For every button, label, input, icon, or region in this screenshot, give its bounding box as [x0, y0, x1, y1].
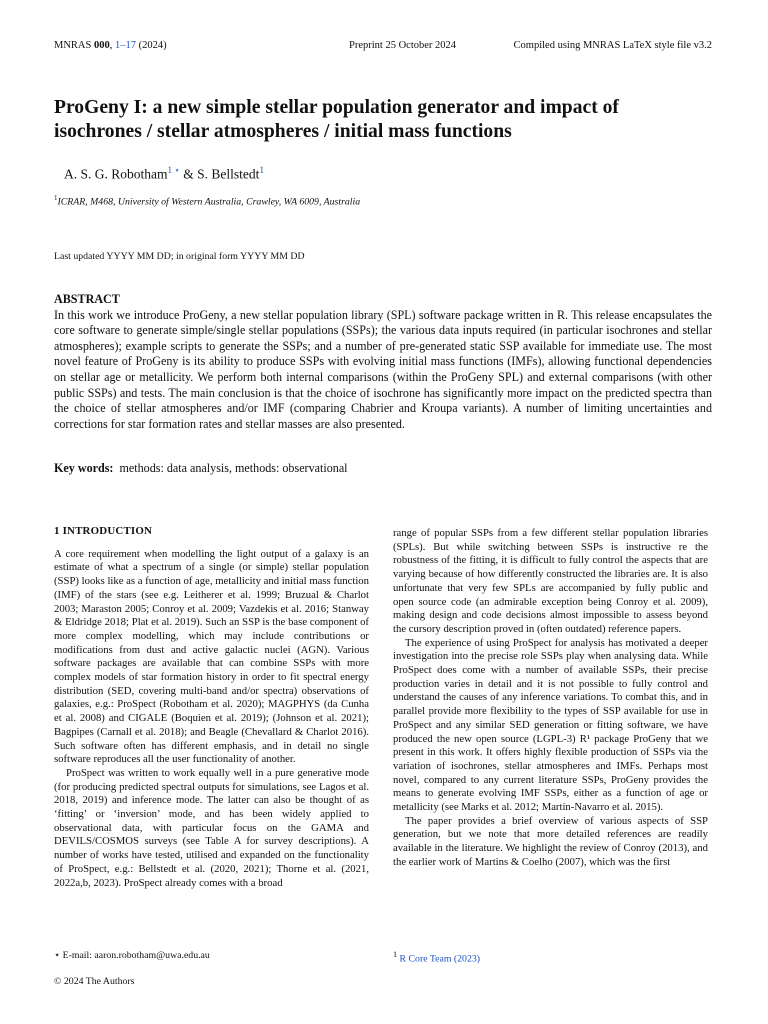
- page-range-link[interactable]: 1–17: [114, 40, 136, 51]
- running-header-style: Compiled using MNRAS LaTeX style file v3.2: [513, 40, 712, 51]
- keywords-label: Key words:: [54, 461, 114, 475]
- keywords-text: methods: data analysis, methods: observational: [119, 461, 348, 475]
- paragraph: range of popular SSPs from a few different stellar population libraries (SPLs). But while switching between SSPs is instructive re the robustness of the fitting, it is difficult to fully control the aspects that are varying because of how differently constructed the libraries are. It is also unfortunate that very few SPLs are accompanied by fully public and open source code (an admirable exception being Conroy et al. 2009), making design and code decisions almost impossible to assess beyond the cursory description proved in (often outdated) reference papers.: [393, 527, 708, 635]
- copyright: © 2024 The Authors: [54, 976, 135, 987]
- paragraph: The experience of using ProSpect for analysis has motivated a deeper investigation into the precise role SSPs play when analysing data. While ProSpect does come with a number of available SSPs, their precise production varies in detail and it is not possible to fully control and understand the causes of any inference variations. To combat this, and in parallel provide more flexibility to the types of SSP available for use in ProSpect and any similar SED generation or fitting software, we have produced the new open source (LGPL-3) R¹ package ProGeny that we present in this work. It offers highly flexible production of SSPs via the variation of isochrones, stellar atmospheres and IMFs. Perhaps most novel, compared to any current literature SSPs, ProGeny provides the means to generate evolving IMF SSPs, either as a function of age or metallicity (see Marks et al. 2012; Martín-Navarro et al. 2015).: [393, 636, 708, 814]
- paragraph: A core requirement when modelling the light output of a galaxy is an estimate of what a spectrum of a single (or simple) stellar population (SSP) looks like as a function of age, metallicity and initial mass function (IMF) of the stars (see e.g. Leitherer et al. 1999; Bruzual & Charlot 2003; Maraston 2005; Conroy et al. 2009; Vazdekis et al. 2016; Stanway & Eldridge 2018; Plat et al. 2019). Such an SSP is the base component of more complex modelling, which may include contributions or modifications from dust and active galactic nuclei (AGN). Various software packages are available that can combine SSPs with more complex models of star formation history in order to fit spectral energy distribution (SED, covering multi-band and/or spectra) observations of galaxies, e.g.: ProSpect (Robotham et al. 2020); MAGPHYS (da Cunha et al. 2008) and CIGALE (Boquien et al. 2019); (Johnson et al. 2021); Bagpipes (Carnall et al. 2018); and Beagle (Chevallard & Charlot 2016). Such software often has different emphasis, and in detail no single software reproduces all the user functionality of another.: [54, 547, 369, 766]
- email-footnote-link[interactable]: ⋆: [174, 165, 180, 175]
- author-list: A. S. G. Robotham$^{1 ⋆}$ & S. Bellstedt$^1$: [64, 165, 264, 182]
- author-name: A. S. G. Robotham: [64, 166, 168, 182]
- footnote-citation-link[interactable]: R Core Team (2023): [399, 953, 481, 965]
- affiliation: $^1$ICRAR, M468, University of Western Australia, Crawley, WA 6009, Australia: [54, 194, 361, 208]
- right-column: [393, 527, 708, 870]
- paper-title: ProGeny I: a new simple stellar population generator and impact of isochrones / stellar atmospheres / initial mass functions: [54, 97, 619, 142]
- affiliation-ref-link[interactable]: 1: [167, 165, 173, 175]
- footnote-email: ⋆ E-mail: aaron.robotham@uwa.edu.au: [54, 950, 210, 961]
- abstract: [54, 292, 712, 432]
- abstract-heading: ABSTRACT: [54, 292, 120, 306]
- footnote-r: $^1$ R Core Team (2023): [393, 950, 481, 965]
- affiliation-ref-link[interactable]: 1: [259, 165, 264, 175]
- left-column: [54, 525, 369, 890]
- paragraph: ProSpect was written to work equally well in a pure generative mode (for producing predicted spectral outputs for simulations, see Lagos et al. 2018, 2019) and inference mode. The latter can also be thought of as ‘fitting’ or ‘inversion’ mode, and has been widely applied to observational data, with particular focus on the GAMA and DEVILS/COSMOS surveys (see Table A for survey descriptions). A number of works have tested, utilised and expanded on the functionality of ProSpect, e.g.: Bellstedt et al. (2020, 2021); Thorne et al. (2021, 2022a,b, 2023). ProSpect already comes with a broad: [54, 766, 369, 889]
- update-note: Last updated YYYY MM DD; in original form YYYY MM DD: [54, 251, 305, 262]
- running-header-journal: MNRAS 000, 1–17 (2024): [54, 40, 167, 51]
- keywords: [54, 461, 348, 476]
- author-name: S. Bellstedt: [197, 166, 260, 182]
- section-heading: 1 INTRODUCTION: [54, 525, 153, 537]
- abstract-text: In this work we introduce ProGeny, a new stellar population library (SPL) software package written in R. This release encapsulates the core software to generate simple/single stellar populations (SSPs); the various data inputs required (in particular isochrones and stellar atmospheres); example scripts to generate the SSPs; and a number of pre-generated static SSP available for immediate use. The most novel feature of ProGeny is its ability to produce SSPs with evolving initial mass functions (IMFs), allowing functional dependencies on stellar age or metallicity. We perform both internal comparisons (within the ProGeny SPL) and external comparisons (with other public SSPs) and tests. The main conclusion is that the choice of isochrone has significantly more impact on the predicted spectra than the choice of stellar atmospheres and/or IMF (comparing Chabrier and Kroupa variants). A number of limiting uncertainties and corrections for star formation rates and stellar masses are also presented.: [54, 307, 712, 431]
- running-header-date: Preprint 25 October 2024: [349, 40, 457, 51]
- paragraph: The paper provides a brief overview of various aspects of SSP generation, but we note that more detailed references are readily available in the literature. We highlight the review of Conroy (2013), and the earlier work of Martins & Coelho (2007), which was the first: [393, 814, 708, 868]
